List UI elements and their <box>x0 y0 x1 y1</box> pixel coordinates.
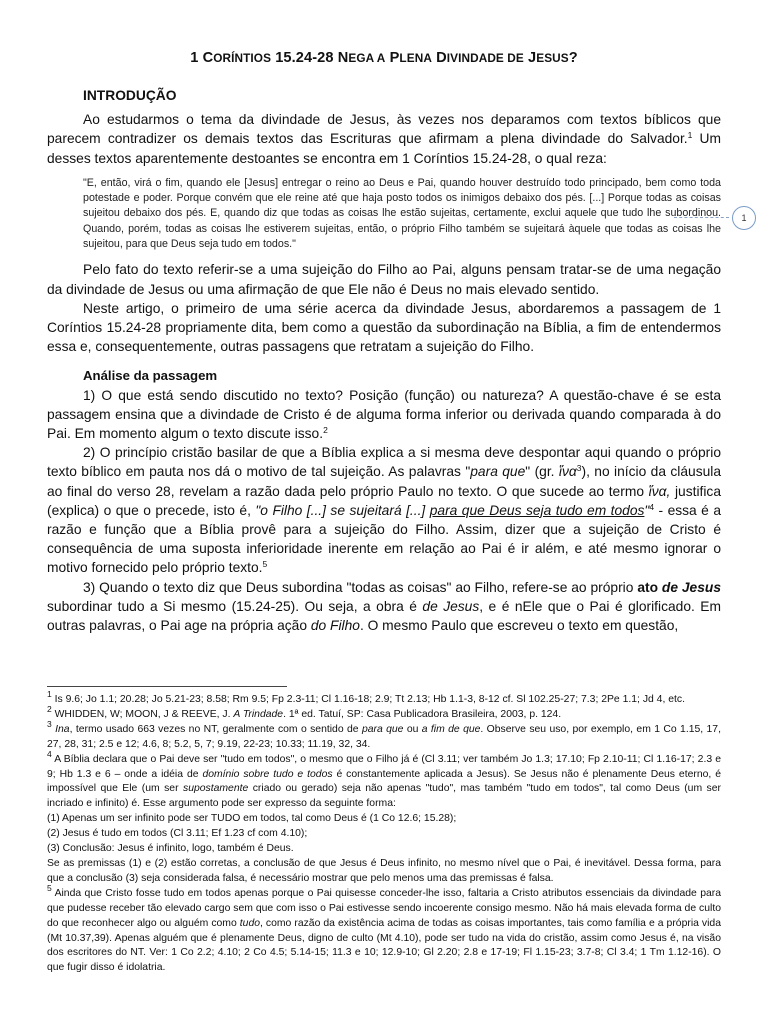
document-title: 1 CORÍNTIOS 15.24-28 NEGA A PLENA DIVINDADE DE JESUS? <box>190 50 578 66</box>
analysis-point-1: 1) O que está sendo discutido no texto? Posição (função) ou natureza? A questão-chave é se esta passagem ensina que a divindade de Cristo é de alguma forma inferior ou derivada quando comparada à do Pai. Em momento algum o texto discute isso.$^2$ <box>47 387 721 441</box>
intro-paragraph-3: Neste artigo, o primeiro de uma série acerca da divindade Jesus, abordaremos a passagem de 1 Coríntios 15.24-28 propriamente dita, bem como a questão da subordinação na Bíblia, a fim de entendermos essa e, consequentemente, outras passagens que retratam a sujeição do Filho. <box>47 300 721 355</box>
document-body <box>47 86 721 635</box>
footnote-separator <box>47 686 287 687</box>
analysis-heading: Análise da passagem <box>83 368 218 384</box>
footnote-ref: 3 <box>576 463 582 474</box>
footnote-5: $^5$ Ainda que Cristo fosse tudo em todos apenas porque o Pai quisesse conceder-lhe isso, faltaria a Cristo atributos essenciais da divindade para que pudesse receber tão elevado cargo sem que com isso o Pai estivesse sendo incoerente consigo mesmo. Não há mais elevada forma de culto do que reconhecer algo ou alguém como tudo, como razão da existência acima de todas as coisas importantes, tais como família e a própria vida (Mt 10.37,39). Apenas alguém que é plenamente Deus, digno de culto (Mt 4.10), pode ser tudo na vida do cristão, assim como Jesus é, na visão dos escritores do NT. Ver: 1 Co 2.2; 4.10; 2 Co 4.5; 5.14-15; 11.3 e 10; 12.9-10; Gl 2.20; 2.8 e 17-19; Fl 1.15-23; 3.7-8; Cl 3.4; 1 Tm 1.12-16). O que fugir disso é idolatria. <box>47 882 721 974</box>
footnote-ref: 1 <box>687 130 693 141</box>
footnotes <box>47 689 721 976</box>
footnote-ref: 4 <box>649 501 655 512</box>
intro-heading: INTRODUÇÃO <box>83 88 177 103</box>
footnote-4-premise-2: (2) Jesus é tudo em todos (Cl 3.11; Ef 1.23 cf com 4.10); <box>47 828 308 840</box>
intro-paragraph-1: Ao estudarmos o tema da divindade de Jesus, às vezes nos deparamos com textos bíblicos que parecem contradizer os demais textos das Escrituras que afirmam a plena divindade do Salvador.$^1$ Um desses textos aparentemente destoantes se encontra em 1 Coríntios 15.24-28, o qual reza: <box>47 112 721 166</box>
footnote-4-conclusion: (3) Conclusão: Jesus é infinito, logo, também é Deus. <box>47 843 294 855</box>
footnote-ref: 2 <box>323 424 328 435</box>
footnote-3: $^3$ Ina, termo usado 663 vezes no NT, geralmente com o sentido de para que ou a fim de que. Observe seu uso, por exemplo, em 1 Co 1.15, 17, 27, 28, 31; 2.5 e 12; 4.6, 8; 5.2, 5, 7; 9.19, 22-23; 10.33; 11.19, 32, 34. <box>47 718 721 750</box>
footnote-4-summary: Se as premissas (1) e (2) estão corretas, a conclusão de que Jesus é Deus infinito, no mesmo nível que o Pai, é inevitável. Dessa forma, para que a conclusão (3) seja considerada falsa, é necessário mostrar que pelo menos uma das premissas é falsa. <box>47 857 721 884</box>
analysis-point-3: 3) Quando o texto diz que Deus subordina "todas as coisas" ao Filho, refere-se ao próprio ato de Jesus subordinar tudo a Si mesmo (15.24-25). Ou seja, a obra é de Jesus, e é nEle que o Pai é glorificado. Em outras palavras, o Pai age na própria ação do Filho. O mesmo Paulo que escreveu o texto em questão, <box>47 579 721 633</box>
footnote-ref: 5 <box>262 559 268 570</box>
scripture-quote: "E, então, virá o fim, quando ele [Jesus] entregar o reino ao Deus e Pai, quando houver destruído todo principado, bem como toda potestade e poder. Porque convém que ele reine até que haja posto todos os inimigos debaixo dos pés. [...] Porque todas as coisas sujeitou debaixo dos pés. E, quando diz que todas as coisas lhe estão sujeitas, certamente, exclui aquele que tudo lhe subordinou. Quando, porém, todas as coisas lhe estiverem sujeitas, então, o próprio Filho também se sujeitará àquele que todas as coisas lhe sujeitou, para que Deus seja tudo em todos." <box>83 176 721 250</box>
footnote-4-premise-1: (1) Apenas um ser infinito pode ser TUDO em todos, tal como Deus é (1 Co 12.6; 15.28); <box>47 813 457 825</box>
footnote-2: $^2$ WHIDDEN, W; MOON, J & REEVE, J. A Trindade. 1ª ed. Tatuí, SP: Casa Publicadora Brasileira, 2003, p. 124. <box>47 703 562 720</box>
intro-paragraph-2: Pelo fato do texto referir-se a uma sujeição do Filho ao Pai, alguns pensam tratar-se de uma negação da divindade de Jesus ou uma afirmação de que Ele não é Deus no mais elevado sentido. <box>47 262 721 297</box>
footnote-1: $^1$ Is 9.6; Jo 1.1; 20.28; Jo 5.21-23; 8.58; Rm 9.5; Fp 2.3-11; Cl 1.16-18; 2.9; Tt 2.13; Hb 1.1-3, 8-12 cf. Sl 102.25-27; 7.3; 2Pe 1.1; Jd 4, etc. <box>47 689 685 705</box>
footnote-4: $^4$ A Bíblia declara que o Pai deve ser "tudo em todos", o mesmo que o Filho já é (Cl 3.11; ver também Jo 1.3; 17.10; Fp 2.10-11; Cl 1.16-17; 2.3 e 9; Hb 1.3 e 6 – onde a idéia de domínio sobre tudo e todos é constantemente aplicada a Jesus). Se Jesus não é plenamente Deus eterno, é impossível que Ele (um ser supostamente criado ou gerado) seja não apenas "tudo", mas também "tudo em todos", tal como Deus (um ser incriado e infinito) é. Esse argumento pode ser expresso da seguinte forma: <box>47 748 721 810</box>
comment-connector-line <box>674 217 729 218</box>
comment-marker[interactable]: 1 <box>732 206 756 230</box>
analysis-point-2: 2) O princípio cristão basilar de que a Bíblia explica a si mesma deve despontar aqui quando o próprio texto bíblico em pauta nos dá o motivo de tal sujeição. As palavras "para que" (gr. ἵνα$^3$), no início da cláusula ao final do verso 28, revelam a razão dada pelo próprio Paulo no texto. O que sucede ao termo ἵνα, justifica (explica) o que o precede, isto é, "o Filho [...] se sujeitará [...] para que Deus seja tudo em todos"$^4$ - essa é a razão e função que a Bíblia provê para a sujeição do Filho. Assim, dizer que a sujeição de Cristo é consequência de uma suposta inferioridade inerente em relação ao Pai é ir além, e até mesmo ignorar o motivo fornecido pelo próprio texto.$^5$ <box>47 445 722 576</box>
